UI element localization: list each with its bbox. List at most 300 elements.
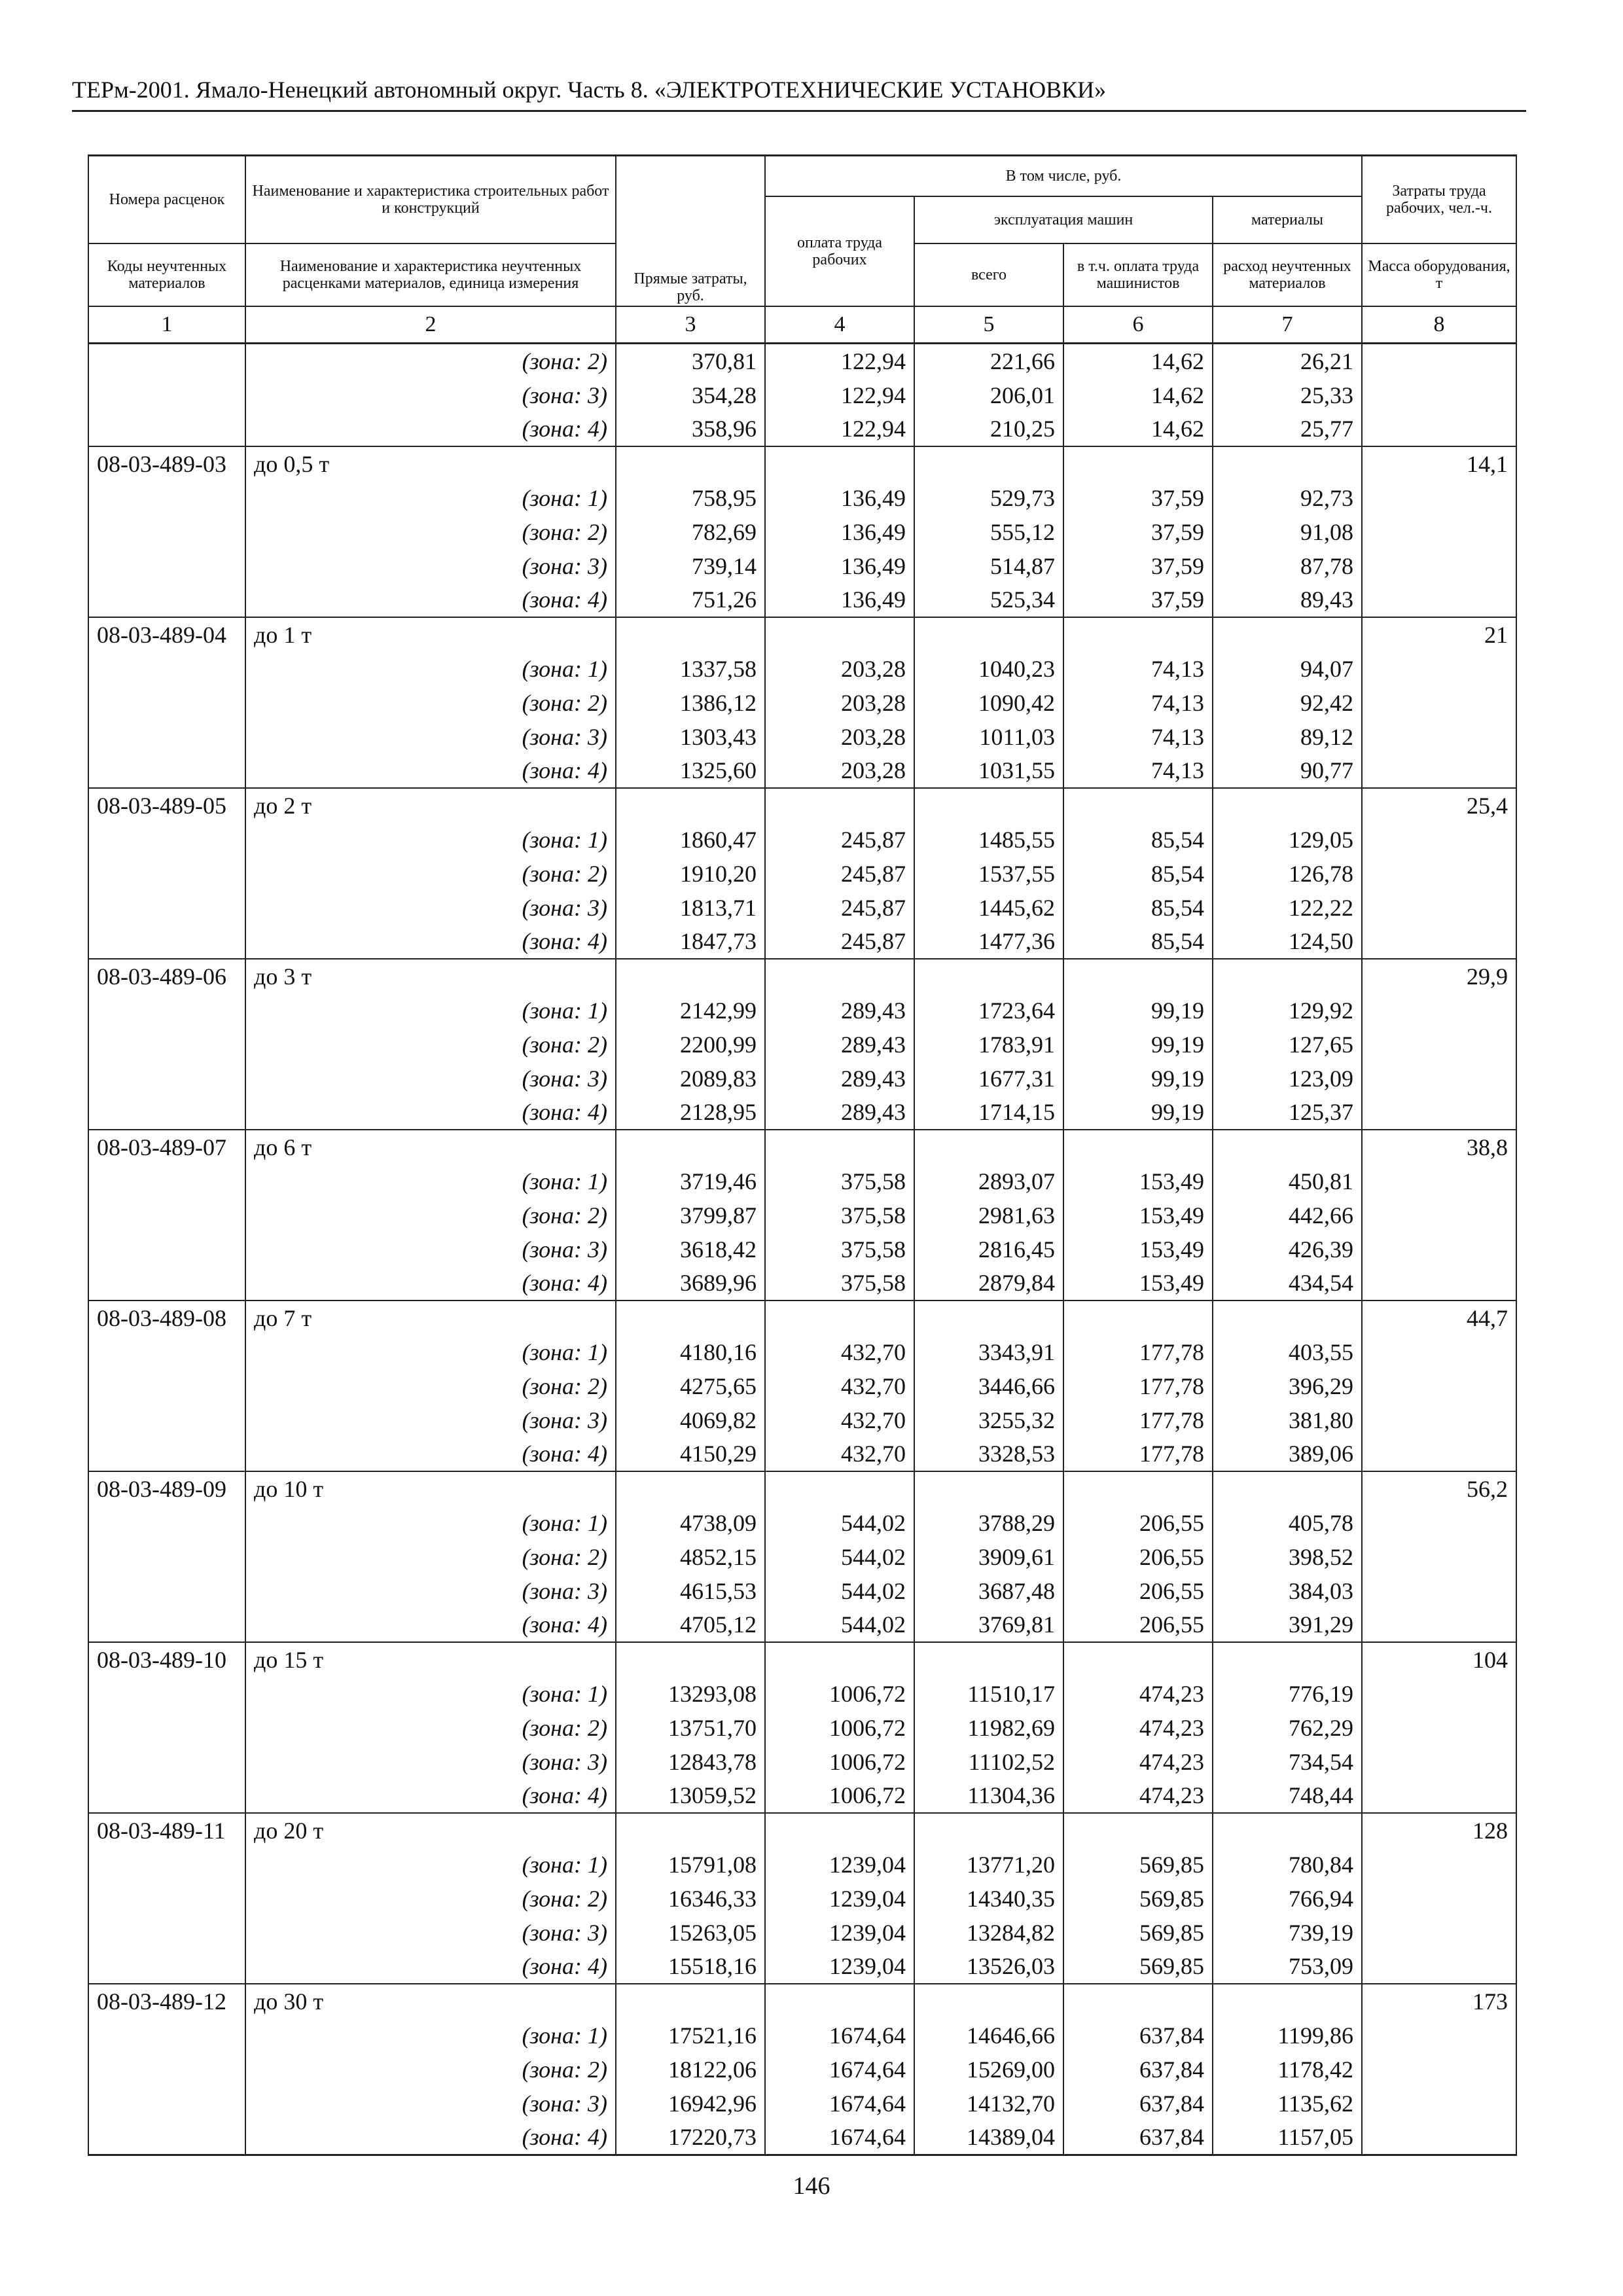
zone-label: (зона: 3) [245,720,616,754]
table-row [88,925,1516,960]
rate-name: до 0,5 т [245,446,616,481]
empty-cell [616,1300,765,1335]
empty-cell [1362,1848,1516,1882]
machines-cost: 11982,69 [914,1711,1063,1745]
direct-cost: 17220,73 [616,2120,765,2155]
empty-cell [1213,788,1362,823]
machines-cost: 2816,45 [914,1232,1063,1266]
empty-cell [1213,1130,1362,1164]
machinist-wages-cost: 14,62 [1063,344,1213,378]
empty-cell [88,1882,245,1916]
table-row [88,2120,1516,2155]
zone-label: (зона: 4) [245,1437,616,1472]
machinist-wages-cost: 569,85 [1063,1882,1213,1916]
zone-label: (зона: 2) [245,1711,616,1745]
zone-label: (зона: 1) [245,1164,616,1198]
header-direct-costs: Прямые затраты, руб. [616,156,765,307]
empty-cell [1063,617,1213,652]
machines-cost: 1783,91 [914,1028,1063,1062]
zone-label: (зона: 2) [245,686,616,720]
direct-cost: 3689,96 [616,1266,765,1301]
wages-cost: 432,70 [765,1369,914,1403]
zone-label: (зона: 2) [245,1540,616,1574]
header-wages: оплата труда рабочих [765,196,914,306]
table-row [88,583,1516,618]
table-row [88,754,1516,789]
empty-cell [1063,959,1213,994]
table-row [88,1882,1516,1916]
direct-cost: 4150,29 [616,1437,765,1472]
empty-cell [88,857,245,891]
wages-cost: 1006,72 [765,1711,914,1745]
materials-cost: 776,19 [1213,1677,1362,1711]
empty-cell [88,925,245,960]
machines-cost: 1537,55 [914,857,1063,891]
empty-cell [1362,1711,1516,1745]
machinist-wages-cost: 74,13 [1063,652,1213,686]
header-machines-total: всего [914,243,1063,306]
zone-label: (зона: 3) [245,549,616,583]
machines-cost: 529,73 [914,481,1063,515]
materials-cost: 91,08 [1213,515,1362,549]
machinist-wages-cost: 99,19 [1063,1028,1213,1062]
machinist-wages-cost: 14,62 [1063,412,1213,447]
wages-cost: 203,28 [765,754,914,789]
rate-code: 08-03-489-09 [88,1471,245,1506]
machines-cost: 525,34 [914,583,1063,618]
machinist-wages-cost: 85,54 [1063,891,1213,925]
empty-cell [1362,823,1516,857]
materials-cost: 1199,86 [1213,2018,1362,2053]
materials-cost: 748,44 [1213,1778,1362,1813]
direct-cost: 4069,82 [616,1403,765,1437]
zone-label: (зона: 3) [245,1916,616,1950]
rate-code: 08-03-489-10 [88,1642,245,1677]
materials-cost: 89,12 [1213,720,1362,754]
table-row [88,2053,1516,2087]
wages-cost: 136,49 [765,583,914,618]
header-machines: эксплуатация машин [914,196,1213,243]
materials-cost: 89,43 [1213,583,1362,618]
direct-cost: 1813,71 [616,891,765,925]
machines-cost: 3909,61 [914,1540,1063,1574]
table-row [88,1949,1516,1984]
materials-cost: 129,92 [1213,994,1362,1028]
empty-cell [914,617,1063,652]
rate-group-header-row [88,1300,1516,1335]
empty-cell [88,1437,245,1472]
materials-cost: 127,65 [1213,1028,1362,1062]
empty-cell [1362,925,1516,960]
empty-cell [1362,412,1516,447]
empty-cell [1063,1300,1213,1335]
empty-cell [88,1164,245,1198]
wages-cost: 1674,64 [765,2087,914,2121]
empty-cell [88,652,245,686]
zone-label: (зона: 4) [245,583,616,618]
empty-cell [1362,2120,1516,2155]
machinist-wages-cost: 99,19 [1063,1096,1213,1130]
header-work-name: Наименование и характеристика строительных работ и конструкций [245,156,616,244]
table-row [88,1778,1516,1813]
wages-cost: 245,87 [765,925,914,960]
machinist-wages-cost: 74,13 [1063,686,1213,720]
materials-cost: 391,29 [1213,1607,1362,1642]
table-row [88,1062,1516,1096]
direct-cost: 1337,58 [616,652,765,686]
machinist-wages-cost: 153,49 [1063,1232,1213,1266]
rate-name: до 30 т [245,1984,616,2018]
direct-cost: 3799,87 [616,1198,765,1232]
machines-cost: 1040,23 [914,652,1063,686]
wages-cost: 289,43 [765,994,914,1028]
empty-cell [1362,1778,1516,1813]
machines-cost: 3255,32 [914,1403,1063,1437]
machines-cost: 14340,35 [914,1882,1063,1916]
direct-cost: 4705,12 [616,1607,765,1642]
empty-cell [1063,1471,1213,1506]
empty-cell [1213,617,1362,652]
empty-cell [88,686,245,720]
materials-cost: 434,54 [1213,1266,1362,1301]
page-header [72,73,1526,112]
zone-label: (зона: 1) [245,1677,616,1711]
rate-code: 08-03-489-04 [88,617,245,652]
direct-cost: 15263,05 [616,1916,765,1950]
materials-cost: 389,06 [1213,1437,1362,1472]
machinist-wages-cost: 85,54 [1063,823,1213,857]
direct-cost: 358,96 [616,412,765,447]
empty-cell [88,1335,245,1369]
wages-cost: 1674,64 [765,2120,914,2155]
empty-cell [88,2018,245,2053]
empty-cell [1362,652,1516,686]
column-number: 2 [245,306,616,344]
materials-cost: 734,54 [1213,1745,1362,1779]
table-row [88,1335,1516,1369]
direct-cost: 1860,47 [616,823,765,857]
empty-cell [765,1130,914,1164]
wages-cost: 432,70 [765,1335,914,1369]
table-row [88,891,1516,925]
empty-cell [88,481,245,515]
materials-cost: 126,78 [1213,857,1362,891]
direct-cost: 354,28 [616,378,765,412]
direct-cost: 16942,96 [616,2087,765,2121]
empty-cell [1362,1916,1516,1950]
table-row [88,1266,1516,1301]
rate-group-header-row [88,1984,1516,2018]
table-row [88,549,1516,583]
machinist-wages-cost: 206,55 [1063,1574,1213,1608]
empty-cell [765,1300,914,1335]
header-rate-numbers: Номера расценок [88,156,245,244]
empty-cell [88,1949,245,1984]
header-including: В том числе, руб. [765,156,1362,197]
wages-cost: 544,02 [765,1506,914,1540]
column-number: 6 [1063,306,1213,344]
machines-cost: 210,25 [914,412,1063,447]
zone-label: (зона: 4) [245,1778,616,1813]
direct-cost: 18122,06 [616,2053,765,2087]
rate-code: 08-03-489-05 [88,788,245,823]
empty-cell [1362,378,1516,412]
zone-label: (зона: 1) [245,823,616,857]
wages-cost: 432,70 [765,1403,914,1437]
machinist-wages-cost: 637,84 [1063,2053,1213,2087]
empty-cell [88,1745,245,1779]
zone-label: (зона: 2) [245,2053,616,2087]
empty-cell [1362,1198,1516,1232]
empty-cell [88,344,245,378]
materials-cost: 123,09 [1213,1062,1362,1096]
machinist-wages-cost: 99,19 [1063,1062,1213,1096]
labor-cost: 56,2 [1362,1471,1516,1506]
empty-cell [88,1540,245,1574]
labor-cost: 173 [1362,1984,1516,2018]
empty-cell [914,1813,1063,1848]
rate-code: 08-03-489-06 [88,959,245,994]
machines-cost: 1011,03 [914,720,1063,754]
empty-cell [88,823,245,857]
empty-cell [914,1984,1063,2018]
wages-cost: 1674,64 [765,2018,914,2053]
empty-cell [616,1813,765,1848]
wages-cost: 289,43 [765,1028,914,1062]
direct-cost: 2089,83 [616,1062,765,1096]
empty-cell [88,1028,245,1062]
machinist-wages-cost: 74,13 [1063,754,1213,789]
rate-name: до 15 т [245,1642,616,1677]
zone-label: (зона: 4) [245,925,616,960]
zone-label: (зона: 4) [245,1607,616,1642]
zone-label: (зона: 1) [245,652,616,686]
rate-group-header-row [88,1642,1516,1677]
empty-cell [88,1096,245,1130]
machinist-wages-cost: 637,84 [1063,2018,1213,2053]
wages-cost: 544,02 [765,1607,914,1642]
table-row [88,994,1516,1028]
table-row [88,1403,1516,1437]
machines-cost: 1090,42 [914,686,1063,720]
materials-cost: 396,29 [1213,1369,1362,1403]
rate-group-header-row [88,788,1516,823]
rate-name: до 2 т [245,788,616,823]
rate-group-header-row [88,1813,1516,1848]
header-codes: Коды неучтенных материалов [88,243,245,306]
machinist-wages-cost: 474,23 [1063,1778,1213,1813]
rate-name: до 20 т [245,1813,616,1848]
empty-cell [1362,1369,1516,1403]
materials-cost: 94,07 [1213,652,1362,686]
empty-cell [88,2053,245,2087]
rates-table [88,154,1517,2156]
materials-cost: 1178,42 [1213,2053,1362,2087]
materials-cost: 753,09 [1213,1949,1362,1984]
empty-cell [1063,1813,1213,1848]
empty-cell [1362,1164,1516,1198]
wages-cost: 375,58 [765,1232,914,1266]
machines-cost: 1445,62 [914,891,1063,925]
rate-code: 08-03-489-12 [88,1984,245,2018]
empty-cell [88,994,245,1028]
zone-label: (зона: 1) [245,1335,616,1369]
direct-cost: 739,14 [616,549,765,583]
wages-cost: 1006,72 [765,1677,914,1711]
wages-cost: 203,28 [765,686,914,720]
machines-cost: 221,66 [914,344,1063,378]
rate-group-header-row [88,446,1516,481]
empty-cell [1362,891,1516,925]
empty-cell [88,1232,245,1266]
empty-cell [88,1403,245,1437]
zone-label: (зона: 3) [245,1403,616,1437]
empty-cell [1362,515,1516,549]
empty-cell [88,891,245,925]
zone-label: (зона: 4) [245,1096,616,1130]
materials-cost: 381,80 [1213,1403,1362,1437]
wages-cost: 1006,72 [765,1778,914,1813]
table-row [88,1506,1516,1540]
materials-cost: 26,21 [1213,344,1362,378]
empty-cell [616,1642,765,1677]
machinist-wages-cost: 637,84 [1063,2120,1213,2155]
empty-cell [1213,1642,1362,1677]
direct-cost: 13293,08 [616,1677,765,1711]
machines-cost: 14646,66 [914,2018,1063,2053]
empty-cell [1362,1232,1516,1266]
machinist-wages-cost: 99,19 [1063,994,1213,1028]
rate-code: 08-03-489-07 [88,1130,245,1164]
empty-cell [1362,1949,1516,1984]
machines-cost: 1677,31 [914,1062,1063,1096]
machinist-wages-cost: 569,85 [1063,1916,1213,1950]
zone-label: (зона: 2) [245,1198,616,1232]
zone-label: (зона: 2) [245,515,616,549]
empty-cell [1362,1506,1516,1540]
zone-label: (зона: 2) [245,1028,616,1062]
rate-group-header-row [88,1471,1516,1506]
empty-cell [1063,446,1213,481]
machines-cost: 514,87 [914,549,1063,583]
empty-cell [616,617,765,652]
zone-label: (зона: 2) [245,1369,616,1403]
empty-cell [1362,2018,1516,2053]
empty-cell [914,1300,1063,1335]
direct-cost: 16346,33 [616,1882,765,1916]
direct-cost: 13059,52 [616,1778,765,1813]
direct-cost: 1847,73 [616,925,765,960]
empty-cell [1362,1028,1516,1062]
table-row [88,1677,1516,1711]
empty-cell [88,1711,245,1745]
machines-cost: 15269,00 [914,2053,1063,2087]
empty-cell [88,2087,245,2121]
wages-cost: 544,02 [765,1540,914,1574]
direct-cost: 2142,99 [616,994,765,1028]
rate-group-header-row [88,617,1516,652]
machinist-wages-cost: 85,54 [1063,925,1213,960]
labor-cost: 29,9 [1362,959,1516,994]
table-row [88,1711,1516,1745]
wages-cost: 245,87 [765,823,914,857]
empty-cell [88,754,245,789]
wages-cost: 122,94 [765,412,914,447]
table-row [88,720,1516,754]
wages-cost: 375,58 [765,1198,914,1232]
empty-cell [1063,1642,1213,1677]
zone-label: (зона: 3) [245,2087,616,2121]
materials-cost: 739,19 [1213,1916,1362,1950]
direct-cost: 370,81 [616,344,765,378]
zone-label: (зона: 1) [245,1506,616,1540]
empty-cell [1213,1813,1362,1848]
direct-cost: 782,69 [616,515,765,549]
direct-cost: 1386,12 [616,686,765,720]
column-number: 8 [1362,306,1516,344]
wages-cost: 1006,72 [765,1745,914,1779]
machinist-wages-cost: 37,59 [1063,481,1213,515]
empty-cell [914,1130,1063,1164]
wages-cost: 136,49 [765,515,914,549]
machines-cost: 3788,29 [914,1506,1063,1540]
materials-cost: 1157,05 [1213,2120,1362,2155]
machinist-wages-cost: 569,85 [1063,1949,1213,1984]
column-number: 7 [1213,306,1362,344]
labor-cost: 25,4 [1362,788,1516,823]
empty-cell [914,788,1063,823]
zone-label: (зона: 3) [245,1232,616,1266]
labor-cost: 104 [1362,1642,1516,1677]
machinist-wages-cost: 206,55 [1063,1540,1213,1574]
header-material-name: Наименование и характеристика неучтенных расценками материалов, единица измерения [245,243,616,306]
empty-cell [1362,994,1516,1028]
direct-cost: 4275,65 [616,1369,765,1403]
labor-cost: 21 [1362,617,1516,652]
materials-cost: 92,73 [1213,481,1362,515]
materials-cost: 450,81 [1213,1164,1362,1198]
machinist-wages-cost: 569,85 [1063,1848,1213,1882]
machines-cost: 11304,36 [914,1778,1063,1813]
materials-cost: 766,94 [1213,1882,1362,1916]
wages-cost: 432,70 [765,1437,914,1472]
wages-cost: 375,58 [765,1266,914,1301]
empty-cell [616,1130,765,1164]
table-row [88,823,1516,857]
machines-cost: 3446,66 [914,1369,1063,1403]
wages-cost: 122,94 [765,378,914,412]
header-machinist-wages: в т.ч. оплата труда машинистов [1063,243,1213,306]
machines-cost: 2879,84 [914,1266,1063,1301]
machinist-wages-cost: 74,13 [1063,720,1213,754]
empty-cell [1063,1984,1213,2018]
wages-cost: 375,58 [765,1164,914,1198]
empty-cell [765,1471,914,1506]
table-row [88,1096,1516,1130]
direct-cost: 3618,42 [616,1232,765,1266]
machines-cost: 13771,20 [914,1848,1063,1882]
direct-cost: 1325,60 [616,754,765,789]
machines-cost: 3769,81 [914,1607,1063,1642]
zone-label: (зона: 3) [245,1574,616,1608]
empty-cell [616,1984,765,2018]
empty-cell [88,1574,245,1608]
machinist-wages-cost: 37,59 [1063,549,1213,583]
direct-cost: 4615,53 [616,1574,765,1608]
empty-cell [1213,1300,1362,1335]
empty-cell [88,1506,245,1540]
empty-cell [1063,1130,1213,1164]
